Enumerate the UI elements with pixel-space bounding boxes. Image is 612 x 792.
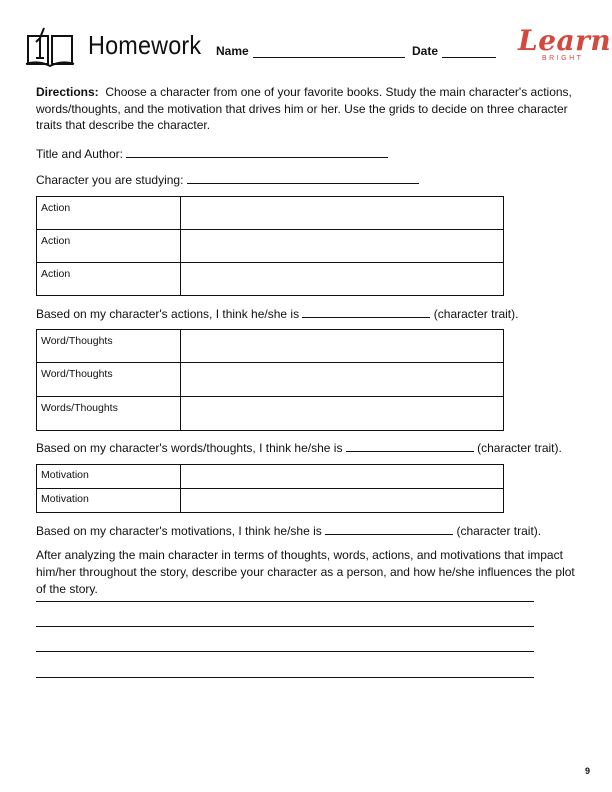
words-cell[interactable]	[181, 363, 504, 397]
name-field[interactable]	[216, 44, 405, 58]
motivation-trait-sentence	[36, 523, 541, 539]
trait-suffix: (character trait).	[456, 524, 542, 538]
date-label: Date	[412, 44, 439, 58]
title-author-label: Title and Author:	[36, 147, 123, 161]
actions-trait-sentence	[36, 306, 518, 322]
action-cell[interactable]	[181, 230, 504, 263]
page-number: 9	[584, 766, 590, 776]
words-cell[interactable]	[181, 397, 504, 431]
table-row	[37, 397, 504, 431]
actions-trait-prefix: Based on my character's actions, I think he/she is	[36, 307, 300, 321]
trait-suffix: (character trait).	[433, 307, 519, 321]
name-line[interactable]	[253, 45, 405, 58]
words-trait-sentence	[36, 440, 562, 456]
table-row	[37, 465, 504, 489]
brand-logo	[516, 24, 612, 68]
analysis-prompt: After analyzing the main character in terms of thoughts, words, actions, and motivations that impact him/her throughout the story, describe your character as a person, and how he/she influences the plot of the story.	[36, 548, 575, 596]
page-title: Homework	[88, 30, 202, 60]
name-label: Name	[216, 44, 249, 58]
motivation-grid	[36, 464, 504, 513]
title-author-line[interactable]	[126, 146, 388, 158]
table-row	[37, 197, 504, 230]
action-label: Action	[37, 263, 181, 296]
directions-label: Directions:	[36, 85, 99, 99]
words-cell[interactable]	[181, 330, 504, 363]
motivation-cell[interactable]	[181, 465, 504, 489]
words-grid	[36, 329, 504, 431]
action-cell[interactable]	[181, 197, 504, 230]
actions-trait-line[interactable]	[302, 306, 430, 318]
answer-line-1[interactable]	[36, 601, 534, 602]
table-row	[37, 363, 504, 397]
words-label: Word/Thoughts	[37, 363, 181, 397]
table-row	[37, 230, 504, 263]
motivation-label: Motivation	[37, 489, 181, 513]
trait-suffix: (character trait).	[477, 441, 562, 455]
answer-line-3[interactable]	[36, 651, 534, 652]
words-trait-prefix: Based on my character's words/thoughts, I think he/she is	[36, 441, 343, 455]
brand-subtitle: BRIGHT	[542, 55, 584, 62]
actions-grid	[36, 196, 504, 296]
character-field[interactable]	[36, 172, 419, 188]
book-icon	[24, 24, 76, 70]
date-field[interactable]	[412, 44, 496, 58]
motivation-trait-line[interactable]	[325, 523, 453, 535]
table-row	[37, 489, 504, 513]
brand-name: Learn	[518, 24, 612, 57]
words-label: Word/Thoughts	[37, 330, 181, 363]
date-line[interactable]	[442, 45, 496, 58]
words-trait-line[interactable]	[346, 440, 474, 452]
table-row	[37, 330, 504, 363]
motivation-cell[interactable]	[181, 489, 504, 513]
table-row	[37, 263, 504, 296]
answer-line-4[interactable]	[36, 677, 534, 678]
action-cell[interactable]	[181, 263, 504, 296]
action-label: Action	[37, 230, 181, 263]
title-author-field[interactable]	[36, 146, 388, 162]
directions	[36, 84, 584, 134]
action-label: Action	[37, 197, 181, 230]
motivation-label: Motivation	[37, 465, 181, 489]
words-label: Words/Thoughts	[37, 397, 181, 431]
answer-line-2[interactable]	[36, 626, 534, 627]
directions-text: Choose a character from one of your favorite books. Study the main character's actions, words/thoughts, and the motivation that drives him or her. Use the grids to decide on three character traits that describe the character.	[36, 85, 572, 132]
character-line[interactable]	[187, 172, 419, 184]
motivation-trait-prefix: Based on my character's motivations, I think he/she is	[36, 524, 322, 538]
character-label: Character you are studying:	[36, 173, 184, 187]
